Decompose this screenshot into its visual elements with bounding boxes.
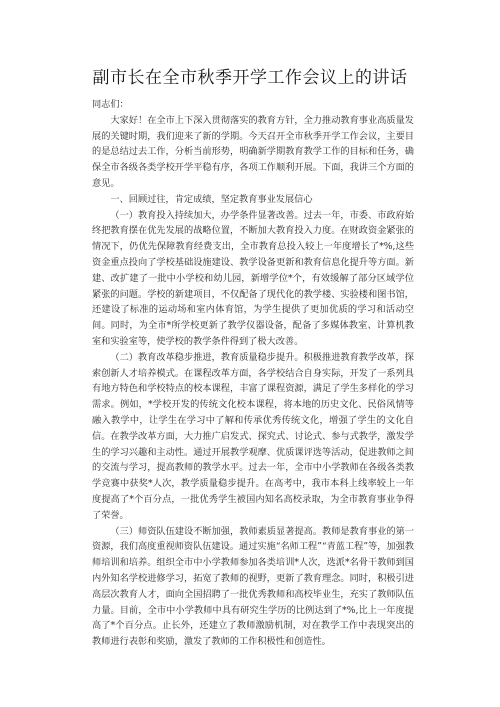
paragraph-2: （二）教育改革稳步推进，教育质量稳步提升。积极推进教育教学改革，探索创新人才培养模式。在课程改革方面，各学校结合自身实际，开发了一系列具有地方特色和学校特点的校本课程，丰富了课程资源，满足了学生多样化的学习需求。例如，*学校开发的传统文化校本课程，将本地的历史文化、民俗风情等融入教学中，让学生在学习中了解和传承优秀传统文化，增强了学生的文化自信。在教学改革方面，大力推广启发式、探究式、讨论式、参与式教学，激发学生的学习兴趣和主动性。通过开展教学观摩、优质课评选等活动，促进教师之间的交流与学习，提高教师的教学水平。过去一年，全市中小学教师在各级各类教学竞赛中获奖*人次，教学质量稳步提升。在高考中，我市本科上线率较上一年度提高了*个百分点，一批优秀学生被国内知名高校录取，为全市教育事业争得了荣誉。 (92, 351, 414, 521)
paragraph-1: （一）教育投入持续加大，办学条件显著改善。过去一年，市委、市政府始终把教育摆在优先发展的战略位置，不断加大教育投入力度。在财政资金紧张的情况下，仍优先保障教育经费支出，全市教育总投入较上一年度增长了*%,这些资金重点投向了学校基础设施建设、教学设备更新和教育信息化提升等方面。新建、改扩建了一批中小学校和幼儿园，新增学位*个，有效缓解了部分区域学位紧张的问题。学校的新建项目，不仅配备了现代化的教学楼、实验楼和图书馆，还建设了标准的运动场和室内体育馆，为学生提供了更加优质的学习和活动空间。同时，为全市*所学校更新了教学仪器设备，配备了多媒体教室、计算机教室和实验室等，使学校的教学条件得到了极大改善。 (92, 209, 414, 347)
paragraph-3: （三）师资队伍建设不断加强，教师素质显著提高。教师是教育事业的第一资源，我们高度重视师资队伍建设。通过实施“名师工程”“青蓝工程”等，加强教师培训和培养。组织全市中小学教师参加各类培训*人次，选派*名骨干教师到国内外知名学校进修学习，拓宽了教师的视野，更新了教育理念。同时，积极引进高层次教育人才，面向全国招聘了一批优秀教师和高校毕业生，充实了教师队伍力量。目前，全市中小学教师中具有研究生学历的比例达到了*%,比上一年度提高了*个百分点。止长外，还建立了教师激励机制，对在教学工作中表现突出的教师进行表彰和奖励，激发了教师的工作积极性和创造性。 (92, 525, 414, 648)
page-title: 副市长在全市秋季开学工作会议上的讲话 (92, 68, 408, 88)
section-heading-1: 一、回顾过往，肯定成绩，坚定教育事业发展信心 (110, 193, 313, 205)
salutation: 同志们： (92, 99, 129, 110)
paragraph-intro: 大家好！在全市上下深入贯彻落实的教育方针，全力推动教育事业高质量发展的关键时期，我们迎来了新的学期。今天召开全市秋季开学工作会议，主要目的是总结过去工作，分析当前形势，明确新学期教育教学工作的目标和任务，确保全市各级各类学校开学平稳有序，各项工作顺利开展。下面，我讲三个方面的意见。 (92, 114, 414, 189)
document-body (92, 97, 414, 650)
